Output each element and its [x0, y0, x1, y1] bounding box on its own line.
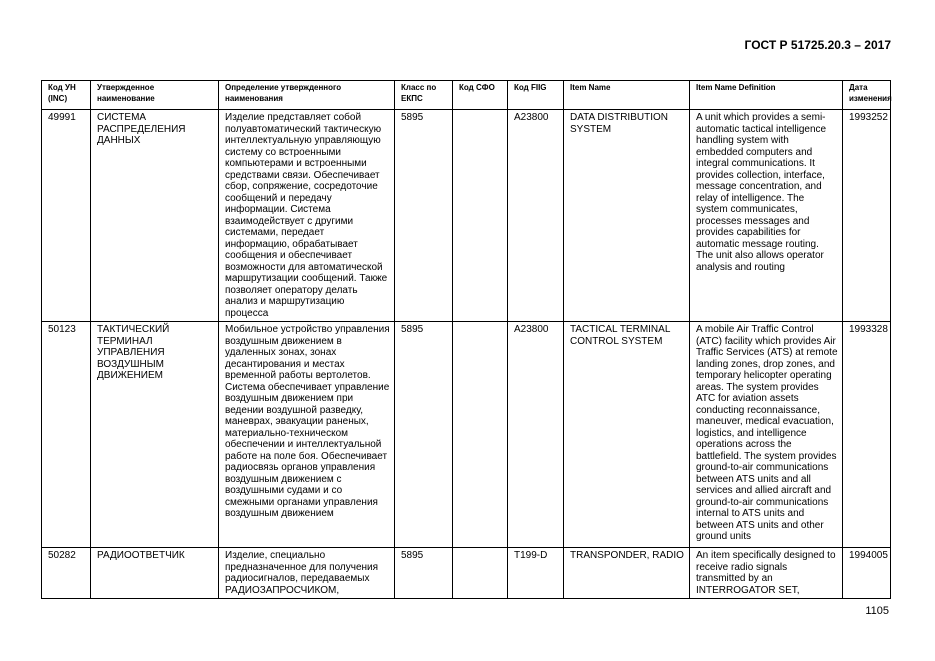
cell-class: 5895 [395, 110, 453, 322]
column-header-definition: Определение утвержденного наименования [219, 81, 395, 110]
cell-approved-name: РАДИООТВЕТЧИК [91, 548, 219, 599]
table-header-row [42, 81, 891, 110]
cell-fiig: A23800 [508, 110, 564, 322]
cell-inc: 49991 [42, 110, 91, 322]
column-header-date: Дата изменения [843, 81, 891, 110]
column-header-approved-name: Утвержденное наименование [91, 81, 219, 110]
document-header: ГОСТ Р 51725.20.3 – 2017 [744, 38, 891, 52]
cell-date: 1993328 [843, 322, 891, 548]
cell-item-name: DATA DISTRIBUTION SYSTEM [564, 110, 690, 322]
cell-sfo [453, 548, 508, 599]
cell-sfo [453, 110, 508, 322]
column-header-sfo: Код СФО [453, 81, 508, 110]
cell-item-definition: A mobile Air Traffic Control (ATC) facility which provides Air Traffic Services (ATS) at remote landing zones, drop zones, and temporary helicopter operating areas. The system provides ATC for aviation assets conducting reconnaissance, maneuver, medical evacuation, logistics, and intelligence operations across the battlefield. The system provides ground-to-air communications between ATS units and all services and allied aircraft and ground-to-air communications internal to ATS units and between ATS units and other ground units [690, 322, 843, 548]
cell-approved-name: СИСТЕМА РАСПРЕДЕЛЕНИЯ ДАННЫХ [91, 110, 219, 322]
cell-class: 5895 [395, 548, 453, 599]
item-names-table [41, 80, 891, 599]
column-header-item-definition: Item Name Definition [690, 81, 843, 110]
cell-sfo [453, 322, 508, 548]
table-row [42, 322, 891, 548]
cell-definition: Изделие, специально предназначенное для получения радиосигналов, передаваемых РАДИОЗАПРОСЧИКОМ, [219, 548, 395, 599]
cell-fiig: T199-D [508, 548, 564, 599]
column-header-class: Класс по ЕКПС [395, 81, 453, 110]
cell-item-definition: An item specifically designed to receive radio signals transmitted by an INTERROGATOR SET, [690, 548, 843, 599]
cell-definition: Мобильное устройство управления воздушным движением в удаленных зонах, зонах десантирования и местах временной работы вертолетов. Система обеспечивает управление воздушным движением при ведении воздушной разведку, маневрах, эвакуации раненых, материально-техническом обеспечении и интеллектуальной работе на поле боя. Обеспечивает радиосвязь органов управления воздушным движением с воздушными судами и со смежными органами управления воздушным движением [219, 322, 395, 548]
cell-definition: Изделие представляет собой полуавтоматический тактическую интеллектуальную управляющую систему со встроенными компьютерами и встроенными средствами связи. Обеспечивает сбор, сопряжение, сосредоточие сообщений и передачу информации. Система взаимодействует с другими системами, передает информацию, обрабатывает сообщения и обеспечивает возможности для автоматической маршрутизации сообщений. Также позволяет оператору делать анализ и маршрутизацию процесса [219, 110, 395, 322]
cell-date: 1994005 [843, 548, 891, 599]
page-number: 1105 [865, 605, 889, 617]
cell-item-definition: A unit which provides a semi-automatic tactical intelligence handling system with embedded computers and integral communications. It provides collection, interface, message concentration, and relay of intelligence. The system communicates, processes messages and provides capabilities for automatic message routing. The unit also allows operator analysis and routing [690, 110, 843, 322]
column-header-fiig: Код FIIG [508, 81, 564, 110]
table-row [42, 548, 891, 599]
cell-item-name: TRANSPONDER, RADIO [564, 548, 690, 599]
table-row [42, 110, 891, 322]
cell-date: 1993252 [843, 110, 891, 322]
column-header-inc: Код УН (INC) [42, 81, 91, 110]
cell-approved-name: ТАКТИЧЕСКИЙ ТЕРМИНАЛ УПРАВЛЕНИЯ ВОЗДУШНЫМ ДВИЖЕНИЕМ [91, 322, 219, 548]
column-header-item-name: Item Name [564, 81, 690, 110]
cell-inc: 50123 [42, 322, 91, 548]
cell-item-name: TACTICAL TERMINAL CONTROL SYSTEM [564, 322, 690, 548]
cell-fiig: A23800 [508, 322, 564, 548]
cell-inc: 50282 [42, 548, 91, 599]
cell-class: 5895 [395, 322, 453, 548]
